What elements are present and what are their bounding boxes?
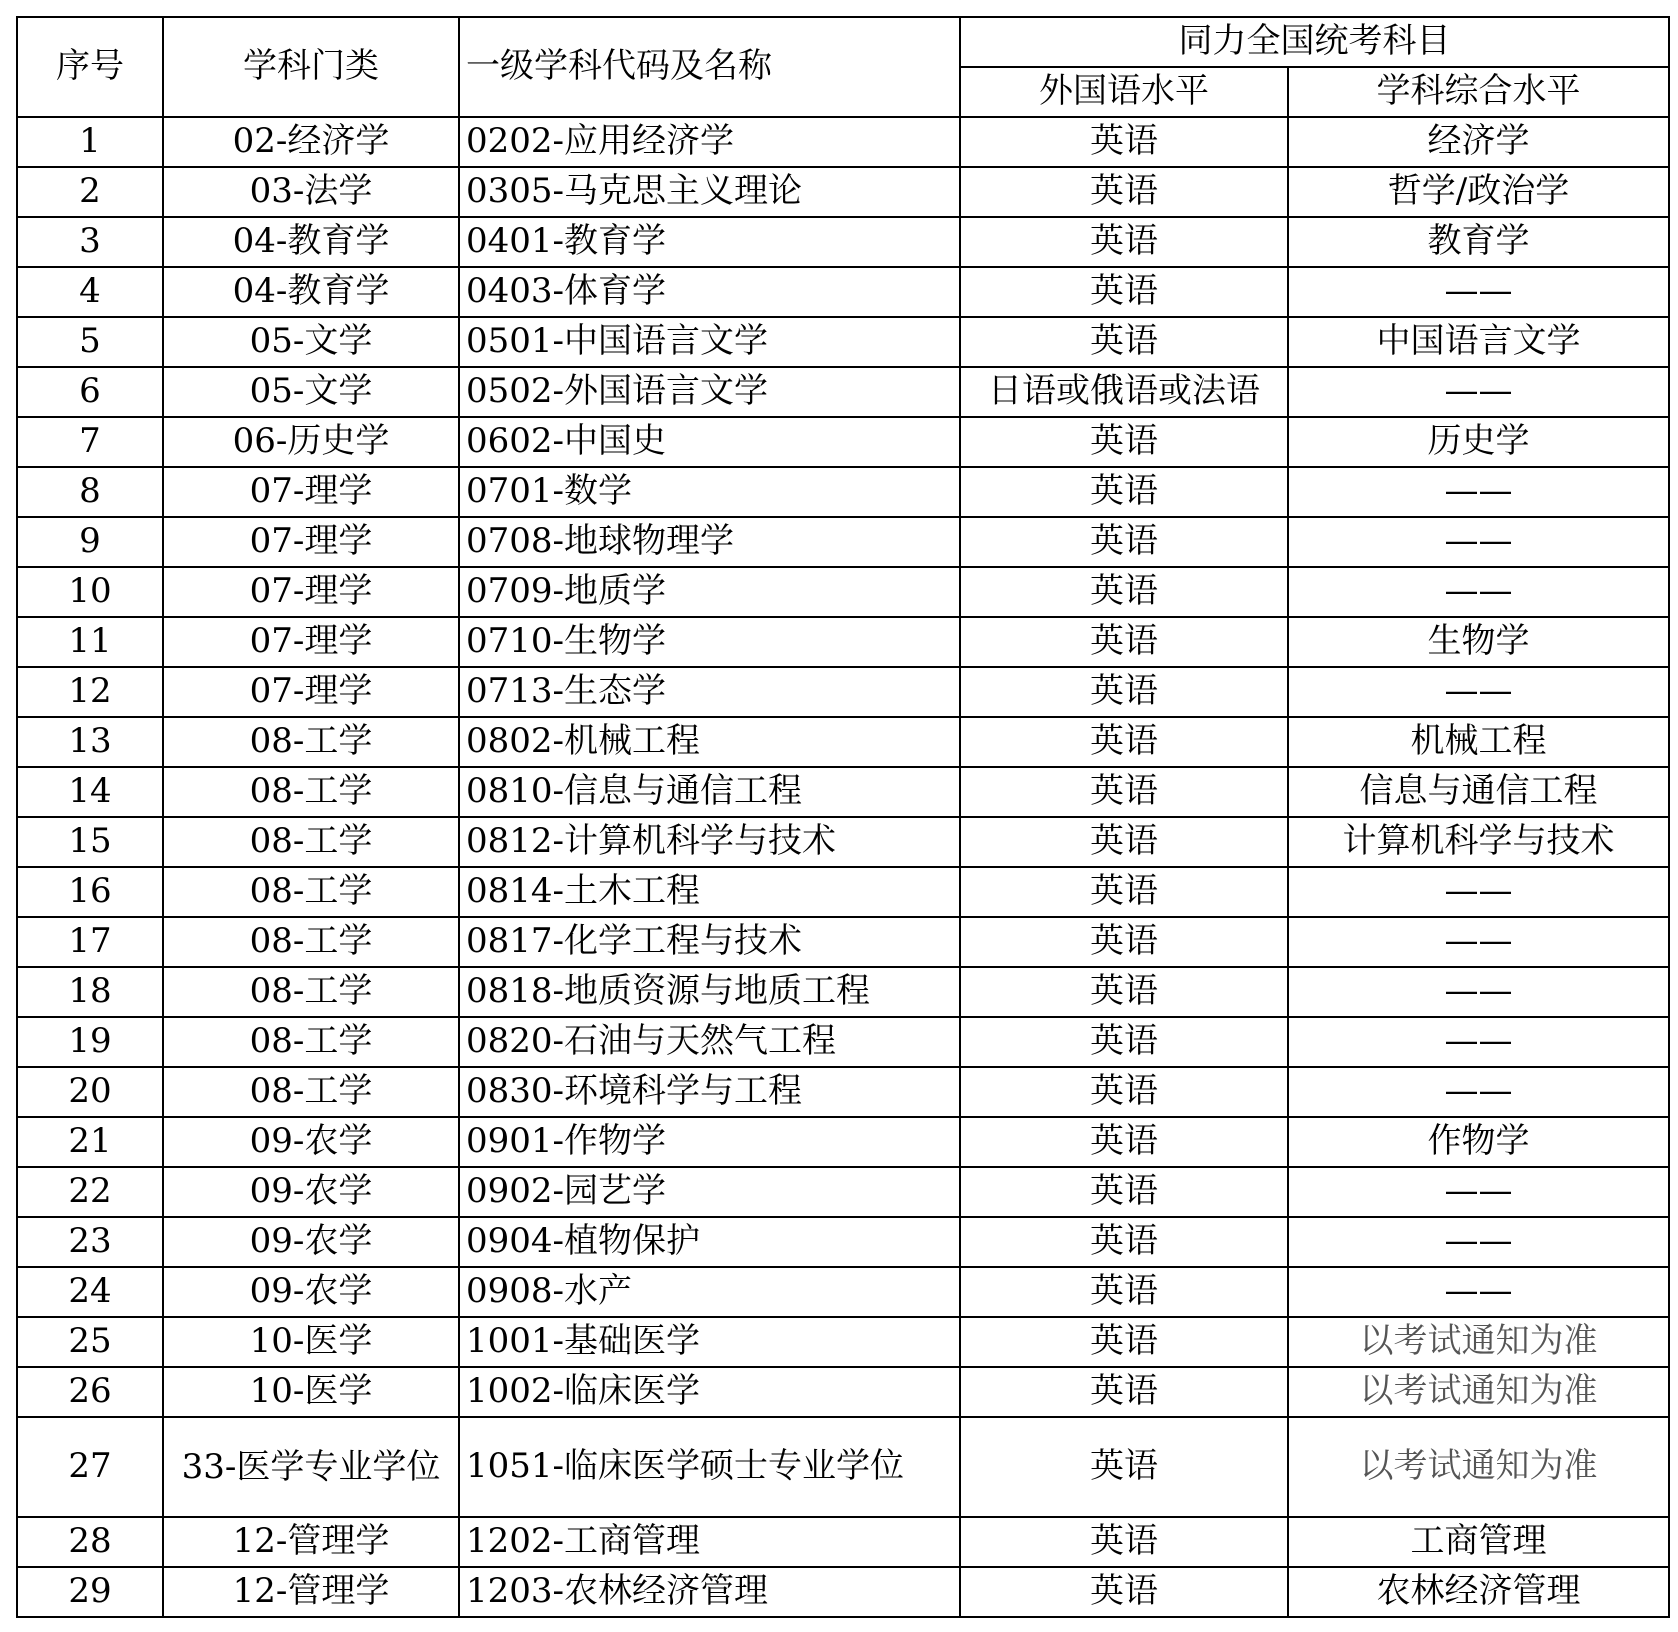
- cell-category: 05-文学: [163, 367, 459, 417]
- table-row: [17, 1517, 1669, 1567]
- cell-subject-level: ——: [1288, 1067, 1669, 1117]
- cell-subject-level: ——: [1288, 667, 1669, 717]
- cell-subject-level: 作物学: [1288, 1117, 1669, 1167]
- cell-code-name: 0305-马克思主义理论: [459, 167, 960, 217]
- cell-subject-level: 以考试通知为准: [1288, 1417, 1669, 1517]
- cell-seq: 23: [17, 1217, 163, 1267]
- cell-code-name: 1001-基础医学: [459, 1317, 960, 1367]
- cell-category: 06-历史学: [163, 417, 459, 467]
- cell-category: 08-工学: [163, 867, 459, 917]
- cell-foreign-lang: 英语: [960, 417, 1288, 467]
- cell-code-name: 1002-临床医学: [459, 1367, 960, 1417]
- cell-foreign-lang: 英语: [960, 517, 1288, 567]
- cell-category: 09-农学: [163, 1167, 459, 1217]
- cell-category: 33-医学专业学位: [163, 1417, 459, 1517]
- table-row: [17, 967, 1669, 1017]
- cell-subject-level: 信息与通信工程: [1288, 767, 1669, 817]
- cell-foreign-lang: 英语: [960, 567, 1288, 617]
- table-row: [17, 1017, 1669, 1067]
- header-code-name: 一级学科代码及名称: [459, 17, 960, 117]
- cell-seq: 24: [17, 1267, 163, 1317]
- cell-seq: 14: [17, 767, 163, 817]
- cell-subject-level: 农林经济管理: [1288, 1567, 1669, 1617]
- cell-category: 09-农学: [163, 1267, 459, 1317]
- cell-code-name: 0602-中国史: [459, 417, 960, 467]
- cell-category: 08-工学: [163, 817, 459, 867]
- cell-category: 02-经济学: [163, 117, 459, 167]
- cell-category: 12-管理学: [163, 1517, 459, 1567]
- table-row: [17, 1117, 1669, 1167]
- cell-foreign-lang: 英语: [960, 467, 1288, 517]
- table-row: [17, 467, 1669, 517]
- cell-seq: 9: [17, 517, 163, 567]
- cell-category: 08-工学: [163, 767, 459, 817]
- cell-seq: 16: [17, 867, 163, 917]
- cell-seq: 29: [17, 1567, 163, 1617]
- cell-subject-level: 经济学: [1288, 117, 1669, 167]
- header-seq: 序号: [17, 17, 163, 117]
- cell-foreign-lang: 英语: [960, 1117, 1288, 1167]
- header-exam-group: 同力全国统考科目: [960, 17, 1669, 67]
- cell-foreign-lang: 英语: [960, 217, 1288, 267]
- cell-category: 08-工学: [163, 717, 459, 767]
- cell-subject-level: ——: [1288, 1017, 1669, 1067]
- table-row: [17, 417, 1669, 467]
- cell-code-name: 0810-信息与通信工程: [459, 767, 960, 817]
- table-row: [17, 317, 1669, 367]
- cell-seq: 8: [17, 467, 163, 517]
- header-row-1: [17, 17, 1669, 67]
- cell-subject-level: 机械工程: [1288, 717, 1669, 767]
- cell-category: 09-农学: [163, 1217, 459, 1267]
- cell-code-name: 0902-园艺学: [459, 1167, 960, 1217]
- cell-foreign-lang: 英语: [960, 1017, 1288, 1067]
- cell-subject-level: ——: [1288, 367, 1669, 417]
- cell-category: 10-医学: [163, 1317, 459, 1367]
- cell-foreign-lang: 英语: [960, 1217, 1288, 1267]
- cell-code-name: 0817-化学工程与技术: [459, 917, 960, 967]
- cell-foreign-lang: 英语: [960, 117, 1288, 167]
- table-row: [17, 1367, 1669, 1417]
- cell-seq: 12: [17, 667, 163, 717]
- table-row: [17, 917, 1669, 967]
- table-row: [17, 1267, 1669, 1317]
- cell-foreign-lang: 英语: [960, 1267, 1288, 1317]
- header-subject-level: 学科综合水平: [1288, 67, 1669, 117]
- table-row: [17, 217, 1669, 267]
- header-foreign-lang: 外国语水平: [960, 67, 1288, 117]
- cell-subject-level: ——: [1288, 1267, 1669, 1317]
- table-row: [17, 1567, 1669, 1617]
- cell-seq: 6: [17, 367, 163, 417]
- cell-seq: 21: [17, 1117, 163, 1167]
- cell-subject-level: ——: [1288, 1217, 1669, 1267]
- table-row: [17, 667, 1669, 717]
- cell-code-name: 1051-临床医学硕士专业学位: [459, 1417, 960, 1517]
- cell-foreign-lang: 英语: [960, 1417, 1288, 1517]
- cell-category: 08-工学: [163, 967, 459, 1017]
- cell-seq: 19: [17, 1017, 163, 1067]
- cell-seq: 22: [17, 1167, 163, 1217]
- cell-foreign-lang: 英语: [960, 917, 1288, 967]
- cell-seq: 13: [17, 717, 163, 767]
- cell-foreign-lang: 英语: [960, 1067, 1288, 1117]
- cell-foreign-lang: 英语: [960, 767, 1288, 817]
- cell-foreign-lang: 英语: [960, 317, 1288, 367]
- table-row: [17, 1417, 1669, 1517]
- table-row: [17, 767, 1669, 817]
- cell-subject-level: 计算机科学与技术: [1288, 817, 1669, 867]
- table-row: [17, 1217, 1669, 1267]
- cell-code-name: 1203-农林经济管理: [459, 1567, 960, 1617]
- cell-code-name: 0501-中国语言文学: [459, 317, 960, 367]
- cell-seq: 17: [17, 917, 163, 967]
- table-row: [17, 167, 1669, 217]
- cell-category: 12-管理学: [163, 1567, 459, 1617]
- cell-subject-level: ——: [1288, 517, 1669, 567]
- table-row: [17, 517, 1669, 567]
- table-row: [17, 867, 1669, 917]
- cell-code-name: 0403-体育学: [459, 267, 960, 317]
- cell-foreign-lang: 英语: [960, 1167, 1288, 1217]
- cell-foreign-lang: 英语: [960, 817, 1288, 867]
- cell-subject-level: ——: [1288, 917, 1669, 967]
- cell-foreign-lang: 英语: [960, 1367, 1288, 1417]
- table-row: [17, 817, 1669, 867]
- cell-category: 07-理学: [163, 667, 459, 717]
- table-body: [17, 117, 1669, 1617]
- cell-code-name: 0830-环境科学与工程: [459, 1067, 960, 1117]
- cell-category: 04-教育学: [163, 267, 459, 317]
- cell-code-name: 0713-生态学: [459, 667, 960, 717]
- cell-subject-level: 哲学/政治学: [1288, 167, 1669, 217]
- cell-category: 07-理学: [163, 517, 459, 567]
- subject-exam-table: [16, 16, 1670, 1618]
- cell-code-name: 0710-生物学: [459, 617, 960, 667]
- table-row: [17, 267, 1669, 317]
- cell-subject-level: 教育学: [1288, 217, 1669, 267]
- cell-seq: 26: [17, 1367, 163, 1417]
- table-row: [17, 617, 1669, 667]
- cell-category: 08-工学: [163, 1017, 459, 1067]
- cell-category: 04-教育学: [163, 217, 459, 267]
- table-row: [17, 1067, 1669, 1117]
- cell-seq: 20: [17, 1067, 163, 1117]
- cell-subject-level: 历史学: [1288, 417, 1669, 467]
- cell-code-name: 0904-植物保护: [459, 1217, 960, 1267]
- cell-subject-level: ——: [1288, 567, 1669, 617]
- cell-code-name: 0709-地质学: [459, 567, 960, 617]
- table-row: [17, 1317, 1669, 1367]
- cell-code-name: 0814-土木工程: [459, 867, 960, 917]
- cell-code-name: 0802-机械工程: [459, 717, 960, 767]
- cell-category: 08-工学: [163, 1067, 459, 1117]
- cell-seq: 15: [17, 817, 163, 867]
- table-row: [17, 717, 1669, 767]
- cell-code-name: 0908-水产: [459, 1267, 960, 1317]
- cell-category: 03-法学: [163, 167, 459, 217]
- table-row: [17, 117, 1669, 167]
- cell-foreign-lang: 英语: [960, 667, 1288, 717]
- cell-subject-level: ——: [1288, 467, 1669, 517]
- cell-code-name: 0502-外国语言文学: [459, 367, 960, 417]
- cell-seq: 3: [17, 217, 163, 267]
- cell-code-name: 0708-地球物理学: [459, 517, 960, 567]
- cell-subject-level: 以考试通知为准: [1288, 1317, 1669, 1367]
- cell-subject-level: ——: [1288, 1167, 1669, 1217]
- cell-subject-level: 以考试通知为准: [1288, 1367, 1669, 1417]
- cell-foreign-lang: 英语: [960, 1317, 1288, 1367]
- cell-code-name: 0901-作物学: [459, 1117, 960, 1167]
- cell-subject-level: 中国语言文学: [1288, 317, 1669, 367]
- cell-seq: 7: [17, 417, 163, 467]
- cell-category: 07-理学: [163, 467, 459, 517]
- cell-foreign-lang: 英语: [960, 867, 1288, 917]
- cell-seq: 18: [17, 967, 163, 1017]
- cell-seq: 2: [17, 167, 163, 217]
- cell-category: 05-文学: [163, 317, 459, 367]
- table-row: [17, 367, 1669, 417]
- cell-category: 07-理学: [163, 567, 459, 617]
- cell-seq: 4: [17, 267, 163, 317]
- cell-foreign-lang: 日语或俄语或法语: [960, 367, 1288, 417]
- cell-seq: 25: [17, 1317, 163, 1367]
- cell-category: 07-理学: [163, 617, 459, 667]
- cell-subject-level: 生物学: [1288, 617, 1669, 667]
- cell-foreign-lang: 英语: [960, 1517, 1288, 1567]
- cell-code-name: 0202-应用经济学: [459, 117, 960, 167]
- cell-code-name: 1202-工商管理: [459, 1517, 960, 1567]
- cell-code-name: 0812-计算机科学与技术: [459, 817, 960, 867]
- cell-foreign-lang: 英语: [960, 1567, 1288, 1617]
- cell-category: 09-农学: [163, 1117, 459, 1167]
- cell-seq: 5: [17, 317, 163, 367]
- cell-code-name: 0701-数学: [459, 467, 960, 517]
- cell-foreign-lang: 英语: [960, 717, 1288, 767]
- cell-foreign-lang: 英语: [960, 617, 1288, 667]
- cell-subject-level: ——: [1288, 967, 1669, 1017]
- cell-seq: 10: [17, 567, 163, 617]
- cell-category: 08-工学: [163, 917, 459, 967]
- cell-code-name: 0401-教育学: [459, 217, 960, 267]
- cell-subject-level: ——: [1288, 867, 1669, 917]
- cell-category: 10-医学: [163, 1367, 459, 1417]
- table-row: [17, 1167, 1669, 1217]
- table-row: [17, 567, 1669, 617]
- cell-foreign-lang: 英语: [960, 167, 1288, 217]
- cell-seq: 28: [17, 1517, 163, 1567]
- cell-seq: 1: [17, 117, 163, 167]
- cell-subject-level: ——: [1288, 267, 1669, 317]
- cell-seq: 11: [17, 617, 163, 667]
- header-category: 学科门类: [163, 17, 459, 117]
- cell-foreign-lang: 英语: [960, 267, 1288, 317]
- cell-seq: 27: [17, 1417, 163, 1517]
- cell-foreign-lang: 英语: [960, 967, 1288, 1017]
- cell-code-name: 0818-地质资源与地质工程: [459, 967, 960, 1017]
- cell-subject-level: 工商管理: [1288, 1517, 1669, 1567]
- cell-code-name: 0820-石油与天然气工程: [459, 1017, 960, 1067]
